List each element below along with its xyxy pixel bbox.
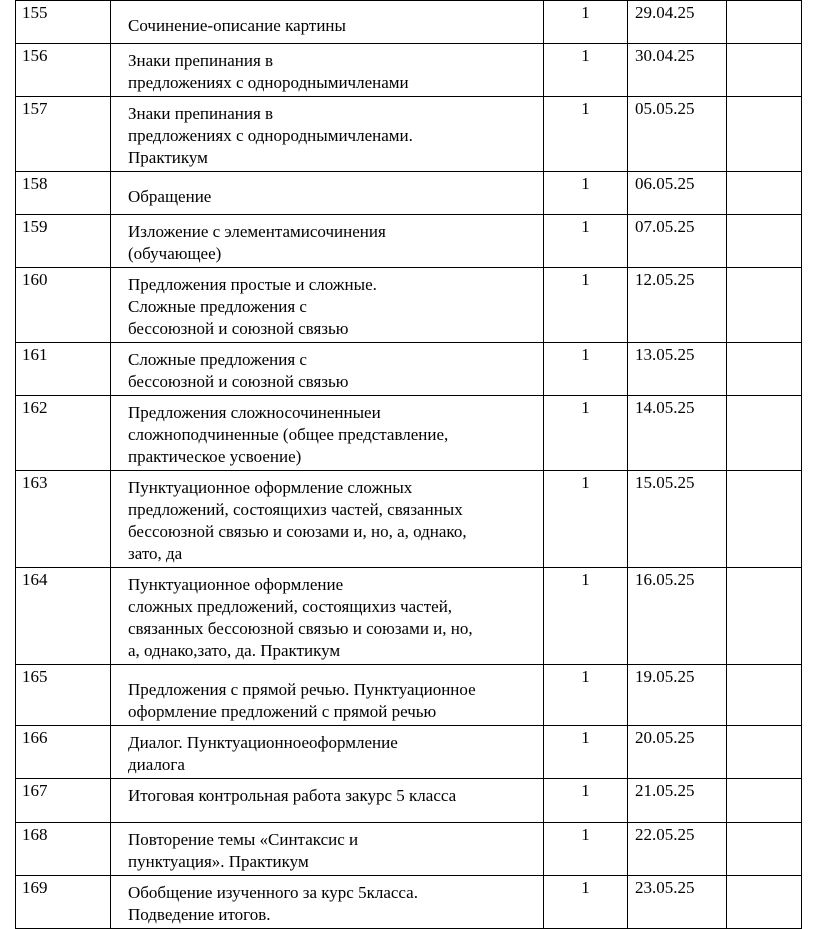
lesson-date: 30.04.25 bbox=[628, 44, 727, 97]
table-row bbox=[16, 343, 802, 396]
note-cell bbox=[727, 665, 802, 726]
lesson-number: 164 bbox=[16, 568, 111, 665]
lesson-hours: 1 bbox=[544, 471, 628, 568]
lesson-hours: 1 bbox=[544, 215, 628, 268]
lesson-topic: Сложные предложения с бессоюзной и союзной связью bbox=[128, 350, 349, 391]
note-cell bbox=[727, 97, 802, 172]
lesson-topic: Знаки препинания в предложениях с однороднымичленами. Практикум bbox=[128, 104, 413, 167]
table-row bbox=[16, 215, 802, 268]
lesson-number: 166 bbox=[16, 726, 111, 779]
lesson-hours: 1 bbox=[544, 779, 628, 823]
lesson-hours: 1 bbox=[544, 44, 628, 97]
table-row bbox=[16, 268, 802, 343]
lesson-date: 14.05.25 bbox=[628, 396, 727, 471]
note-cell bbox=[727, 568, 802, 665]
lesson-date: 22.05.25 bbox=[628, 823, 727, 876]
note-cell bbox=[727, 215, 802, 268]
lesson-hours: 1 bbox=[544, 726, 628, 779]
lesson-topic: Обращение bbox=[128, 187, 212, 206]
lesson-hours: 1 bbox=[544, 343, 628, 396]
lesson-number: 158 bbox=[16, 172, 111, 215]
note-cell bbox=[727, 268, 802, 343]
lesson-topic: Предложения с прямой речью. Пунктуационное оформление предложений с прямой речью bbox=[128, 680, 476, 721]
lesson-topic: Знаки препинания в предложениях с однороднымичленами bbox=[128, 51, 409, 92]
lesson-date: 07.05.25 bbox=[628, 215, 727, 268]
table-row bbox=[16, 471, 802, 568]
lesson-topic: Сочинение-описание картины bbox=[128, 16, 346, 35]
lesson-hours: 1 bbox=[544, 1, 628, 44]
lesson-number: 161 bbox=[16, 343, 111, 396]
table-row bbox=[16, 396, 802, 471]
lesson-hours: 1 bbox=[544, 172, 628, 215]
lesson-date: 20.05.25 bbox=[628, 726, 727, 779]
lesson-number: 165 bbox=[16, 665, 111, 726]
lesson-date: 23.05.25 bbox=[628, 876, 727, 929]
lesson-hours: 1 bbox=[544, 876, 628, 929]
lesson-number: 156 bbox=[16, 44, 111, 97]
note-cell bbox=[727, 726, 802, 779]
lesson-topic: Итоговая контрольная работа закурс 5 класса bbox=[128, 786, 457, 805]
lesson-hours: 1 bbox=[544, 823, 628, 876]
lesson-topic: Предложения простые и сложные. Сложные предложения с бессоюзной и союзной связью bbox=[128, 275, 377, 338]
table-row bbox=[16, 172, 802, 215]
lesson-hours: 1 bbox=[544, 97, 628, 172]
table-row bbox=[16, 726, 802, 779]
note-cell bbox=[727, 779, 802, 823]
note-cell bbox=[727, 396, 802, 471]
table-row bbox=[16, 665, 802, 726]
lesson-number: 162 bbox=[16, 396, 111, 471]
lesson-date: 06.05.25 bbox=[628, 172, 727, 215]
lesson-number: 167 bbox=[16, 779, 111, 823]
lesson-date: 12.05.25 bbox=[628, 268, 727, 343]
note-cell bbox=[727, 172, 802, 215]
table-row bbox=[16, 568, 802, 665]
table-row bbox=[16, 1, 802, 44]
note-cell bbox=[727, 876, 802, 929]
lesson-plan-table bbox=[15, 0, 802, 929]
lesson-topic: Обобщение изученного за курс 5класса. Подведение итогов. bbox=[128, 883, 418, 924]
note-cell bbox=[727, 343, 802, 396]
note-cell bbox=[727, 471, 802, 568]
lesson-hours: 1 bbox=[544, 568, 628, 665]
table-row bbox=[16, 823, 802, 876]
lesson-date: 16.05.25 bbox=[628, 568, 727, 665]
lesson-number: 160 bbox=[16, 268, 111, 343]
lesson-topic: Пунктуационное оформление сложных предложений, состоящихиз частей, связанных бессоюзной связью и союзами и, но, а, однако,зато, да. Практикум bbox=[128, 575, 473, 660]
lesson-number: 168 bbox=[16, 823, 111, 876]
lesson-number: 159 bbox=[16, 215, 111, 268]
lesson-date: 15.05.25 bbox=[628, 471, 727, 568]
lesson-date: 21.05.25 bbox=[628, 779, 727, 823]
table-row bbox=[16, 876, 802, 929]
lesson-number: 157 bbox=[16, 97, 111, 172]
note-cell bbox=[727, 44, 802, 97]
lesson-date: 13.05.25 bbox=[628, 343, 727, 396]
lesson-topic: Пунктуационное оформление сложных предложений, состоящихиз частей, связанных бессоюзной связью и союзами и, но, а, однако, зато, да bbox=[128, 478, 467, 563]
lesson-date: 19.05.25 bbox=[628, 665, 727, 726]
lesson-hours: 1 bbox=[544, 268, 628, 343]
lesson-number: 155 bbox=[16, 1, 111, 44]
note-cell bbox=[727, 1, 802, 44]
lesson-hours: 1 bbox=[544, 665, 628, 726]
lesson-date: 05.05.25 bbox=[628, 97, 727, 172]
lesson-topic: Повторение темы «Синтаксис и пунктуация». Практикум bbox=[128, 830, 359, 871]
note-cell bbox=[727, 823, 802, 876]
table-row bbox=[16, 44, 802, 97]
lesson-number: 169 bbox=[16, 876, 111, 929]
lesson-number: 163 bbox=[16, 471, 111, 568]
lesson-topic: Изложение с элементамисочинения (обучающее) bbox=[128, 222, 386, 263]
table-row bbox=[16, 779, 802, 823]
lesson-date: 29.04.25 bbox=[628, 1, 727, 44]
table-row bbox=[16, 97, 802, 172]
lesson-topic: Предложения сложносочиненныеи сложноподчиненные (общее представление, практическое усвоение) bbox=[128, 403, 449, 466]
lesson-hours: 1 bbox=[544, 396, 628, 471]
lesson-topic: Диалог. Пунктуационноеоформление диалога bbox=[128, 733, 398, 774]
